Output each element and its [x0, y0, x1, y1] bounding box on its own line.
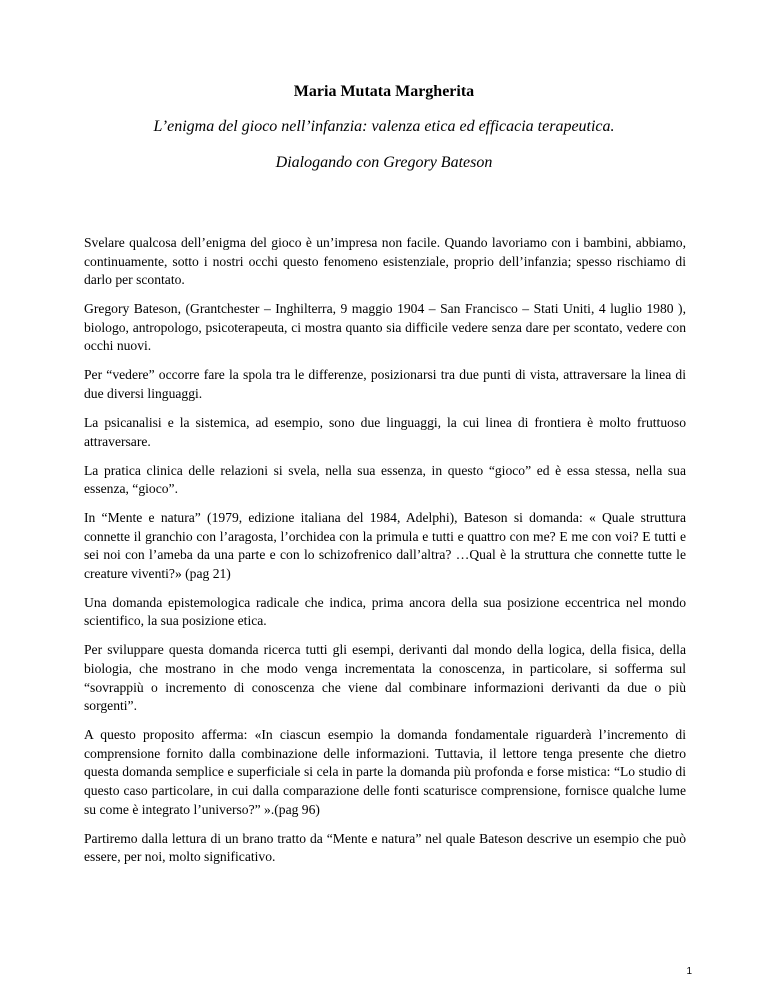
page-number: 1	[686, 966, 692, 977]
paragraph: La psicanalisi e la sistemica, ad esempio, sono due linguaggi, la cui linea di frontiera è molto fruttuoso attraversare.	[84, 414, 686, 449]
paragraph: A questo proposito afferma: «In ciascun esempio la domanda fondamentale riguarderà l’incremento di comprensione fornito dalla combinazione delle informazioni. Tuttavia, il lettore tenga presente che dietro questa domanda semplice e superficiale si cela in parte la domanda più profonda e forse mistica: “Lo studio di questo caso particolare, in cui dalla comparazione delle fonti scaturisce comprensione, fornisce qualche lume su come è integrato l’universo?” ».(pag 96)	[84, 727, 686, 817]
paragraph: Per sviluppare questa domanda ricerca tutti gli esempi, derivanti dal mondo della logica, della fisica, della biologia, che mostrano in che modo venga incrementata la conoscenza, in particolare, si sofferma sul “sovrappiù o incremento di conoscenza che viene dal combinare informazioni derivanti da due o più sorgenti”.	[84, 642, 686, 714]
document-subtitle: Dialogando con Gregory Bateson	[275, 154, 493, 171]
paragraph: Per “vedere” occorre fare la spola tra le differenze, posizionarsi tra due punti di vista, attraversare la linea di due diversi linguaggi.	[84, 367, 686, 401]
paragraph: Gregory Bateson, (Grantchester – Inghilterra, 9 maggio 1904 – San Francisco – Stati Uniti, 4 luglio 1980 ), biologo, antropologo, psicoterapeuta, ci mostra quanto sia difficile vedere senza dare per scontato, vedere con occhi nuovi.	[84, 301, 686, 354]
paragraph: La pratica clinica delle relazioni si svela, nella sua essenza, in questo “gioco” ed è essa stessa, nella sua essenza, “gioco”.	[84, 462, 686, 497]
author-name: Maria Mutata Margherita	[293, 83, 475, 100]
paragraph: In “Mente e natura” (1979, edizione italiana del 1984, Adelphi), Bateson si domanda: « Quale struttura connette il granchio con l’aragosta, l’orchidea con la primula e tutti e quattro con me? E me con voi? E tutti e sei noi con l’ameba da una parte e con lo schizofrenico dall’altra? …Qual è la struttura che connette tutte le creature viventi?» (pag 21)	[84, 510, 686, 581]
paragraph: Partiremo dalla lettura di un brano tratto da “Mente e natura” nel quale Bateson descrive un esempio che può essere, per noi, molto significativo.	[84, 830, 686, 865]
document-body	[84, 234, 686, 877]
paragraph: Una domanda epistemologica radicale che indica, prima ancora della sua posizione eccentrica nel mondo scientifico, la sua posizione etica.	[84, 594, 686, 629]
paragraph: Svelare qualcosa dell’enigma del gioco è un’impresa non facile. Quando lavoriamo con i bambini, abbiamo, continuamente, sotto i nostri occhi questo fenomeno esistenziale, proprio dell’infanzia; spesso rischiamo di darlo per scontato.	[84, 235, 686, 288]
document-title: L’enigma del gioco nell’infanzia: valenza etica ed efficacia terapeutica.	[153, 118, 615, 135]
